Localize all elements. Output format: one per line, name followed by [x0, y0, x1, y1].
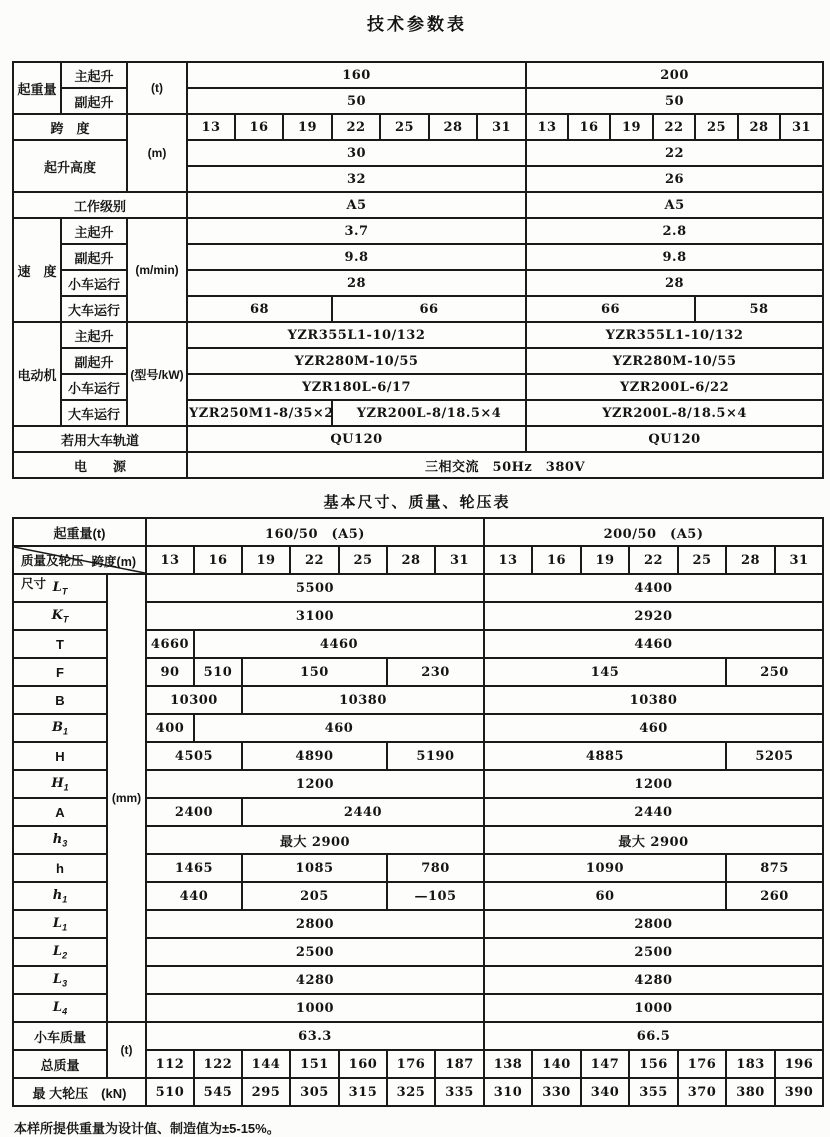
value-cell: 26	[526, 166, 823, 192]
value-cell: 4400	[484, 574, 823, 602]
unit-label: (t)	[127, 62, 187, 114]
value-cell: 5500	[146, 574, 484, 602]
value-cell: 315	[339, 1078, 387, 1106]
row-label: 主起升	[61, 322, 127, 348]
row-label: A	[13, 798, 107, 826]
value-cell: 4885	[484, 742, 726, 770]
value-cell: 1200	[146, 770, 484, 798]
value-cell: YZR355L1-10/132	[187, 322, 526, 348]
row-label: $H_1$	[13, 770, 107, 798]
value-cell: 28	[738, 114, 780, 140]
value-cell: 2800	[484, 910, 823, 938]
row-label: 大车运行	[61, 296, 127, 322]
row-label: $h_1$	[13, 882, 107, 910]
value-cell: 28	[187, 270, 526, 296]
value-cell: 144	[242, 1050, 290, 1078]
row-label: 小车运行	[61, 270, 127, 296]
table-row	[13, 426, 823, 452]
value-cell: 10300	[146, 686, 242, 714]
value-cell: 4660	[146, 630, 194, 658]
value-cell: 66	[526, 296, 695, 322]
row-label: 小车运行	[61, 374, 127, 400]
value-cell: 10380	[242, 686, 484, 714]
value-cell: A5	[526, 192, 823, 218]
value-cell: 22	[332, 114, 380, 140]
value-cell: 22	[629, 546, 678, 574]
unit-label: (型号/kW)	[127, 322, 187, 426]
row-label: T	[13, 630, 107, 658]
value-cell: YZR200L-8/18.5×4	[332, 400, 526, 426]
row-label: $B_1$	[13, 714, 107, 742]
value-cell: 13	[484, 546, 532, 574]
value-cell: 200	[526, 62, 823, 88]
value-cell: 9.8	[526, 244, 823, 270]
unit-label: (m)	[127, 114, 187, 192]
value-cell: YZR200L-8/18.5×4	[526, 400, 823, 426]
table-row	[13, 114, 823, 140]
dims-table-title: 基本尺寸、质量、轮压表	[323, 494, 511, 511]
value-cell: 5190	[387, 742, 484, 770]
value-cell: 31	[477, 114, 526, 140]
value-cell: 1465	[146, 854, 242, 882]
value-cell: 最大 2900	[484, 826, 823, 854]
value-cell: 66	[332, 296, 526, 322]
value-cell: 205	[242, 882, 387, 910]
row-label: 工作级别	[13, 192, 187, 218]
row-label: 跨 度	[13, 114, 127, 140]
value-cell: 19	[581, 546, 629, 574]
value-cell: 1085	[242, 854, 387, 882]
value-cell: 19	[283, 114, 332, 140]
row-label: $L_1$	[13, 910, 107, 938]
row-label: 副起升	[61, 88, 127, 114]
value-cell: 140	[532, 1050, 581, 1078]
value-cell: 16	[235, 114, 283, 140]
value-cell: 330	[532, 1078, 581, 1106]
dims-mass-wheelload-table	[12, 517, 824, 1107]
value-cell: 187	[435, 1050, 484, 1078]
row-label: 主起升	[61, 62, 127, 88]
row-label: 最 大轮压 (kN)	[13, 1078, 146, 1106]
value-cell: 176	[387, 1050, 435, 1078]
value-cell: 4505	[146, 742, 242, 770]
value-cell: 510	[146, 1078, 194, 1106]
table-row	[13, 1022, 823, 1050]
row-label: 起重量(t)	[13, 518, 146, 546]
value-cell: 19	[242, 546, 290, 574]
diag-label-mid: 尺寸	[21, 577, 47, 591]
value-cell: 2400	[146, 798, 242, 826]
value-cell: 25	[678, 546, 726, 574]
value-cell: YZR280M-10/55	[187, 348, 526, 374]
table-row	[13, 192, 823, 218]
table-row	[13, 322, 823, 348]
row-label: 副起升	[61, 348, 127, 374]
row-label: $L_3$	[13, 966, 107, 994]
value-cell: 460	[484, 714, 823, 742]
row-label: 大车运行	[61, 400, 127, 426]
value-cell: 145	[484, 658, 726, 686]
value-cell: 25	[339, 546, 387, 574]
value-cell: 66.5	[484, 1022, 823, 1050]
value-cell: 3.7	[187, 218, 526, 244]
value-cell: 31	[435, 546, 484, 574]
value-cell: 63.3	[146, 1022, 484, 1050]
value-cell: 1200	[484, 770, 823, 798]
value-cell: 160/50 (A5)	[146, 518, 484, 546]
value-cell: 112	[146, 1050, 194, 1078]
value-cell: 3100	[146, 602, 484, 630]
table-row	[13, 218, 823, 244]
row-label: 小车质量	[13, 1022, 107, 1050]
value-cell: 28	[387, 546, 435, 574]
row-label: 主起升	[61, 218, 127, 244]
tech-params-title: 技术参数表	[367, 15, 467, 34]
table-row	[13, 546, 823, 574]
value-cell: 最大 2900	[146, 826, 484, 854]
value-cell: 200/50 (A5)	[484, 518, 823, 546]
value-cell: 390	[775, 1078, 823, 1106]
value-cell: 160	[339, 1050, 387, 1078]
value-cell: 4890	[242, 742, 387, 770]
table-row	[13, 518, 823, 546]
value-cell: 305	[290, 1078, 339, 1106]
value-cell: 355	[629, 1078, 678, 1106]
value-cell: 440	[146, 882, 242, 910]
value-cell: 2.8	[526, 218, 823, 244]
value-cell: 295	[242, 1078, 290, 1106]
value-cell: 13	[146, 546, 194, 574]
value-cell: 1090	[484, 854, 726, 882]
value-cell: YZR355L1-10/132	[526, 322, 823, 348]
value-cell: 31	[780, 114, 823, 140]
table-row	[13, 574, 823, 602]
value-cell: 28	[429, 114, 477, 140]
value-cell: 1000	[146, 994, 484, 1022]
value-cell: 4460	[194, 630, 484, 658]
value-cell: 370	[678, 1078, 726, 1106]
tech-params-table	[12, 61, 824, 479]
value-cell: 22	[290, 546, 339, 574]
row-label: $K_T$	[13, 602, 107, 630]
value-cell: YZR250M1-8/35×2	[187, 400, 332, 426]
row-label: 电动机	[13, 322, 61, 426]
value-cell: 31	[775, 546, 823, 574]
value-cell: 68	[187, 296, 332, 322]
value-cell: 22	[526, 140, 823, 166]
value-cell: 22	[653, 114, 695, 140]
value-cell: 138	[484, 1050, 532, 1078]
value-cell: 25	[380, 114, 429, 140]
value-cell: 545	[194, 1078, 242, 1106]
unit-label: (mm)	[107, 574, 146, 1022]
value-cell: QU120	[187, 426, 526, 452]
value-cell: 三相交流 50Hz 380V	[187, 452, 823, 478]
row-label: h	[13, 854, 107, 882]
value-cell: 230	[387, 658, 484, 686]
value-cell: 510	[194, 658, 242, 686]
value-cell: 4280	[146, 966, 484, 994]
row-label: 副起升	[61, 244, 127, 270]
value-cell: 2500	[146, 938, 484, 966]
value-cell: 58	[695, 296, 823, 322]
value-cell: 340	[581, 1078, 629, 1106]
row-label: 起升高度	[13, 140, 127, 192]
diag-label-top: 跨度(m)	[91, 555, 136, 569]
unit-label: (t)	[107, 1022, 146, 1078]
value-cell: 2440	[484, 798, 823, 826]
value-cell: 4280	[484, 966, 823, 994]
table-row	[13, 452, 823, 478]
value-cell: 32	[187, 166, 526, 192]
value-cell: 28	[526, 270, 823, 296]
value-cell: 16	[194, 546, 242, 574]
value-cell: 310	[484, 1078, 532, 1106]
unit-label: (m/min)	[127, 218, 187, 322]
value-cell: 50	[187, 88, 526, 114]
row-label: $h_3$	[13, 826, 107, 854]
value-cell: 25	[695, 114, 738, 140]
value-cell: 260	[726, 882, 823, 910]
value-cell: 13	[187, 114, 235, 140]
value-cell: 19	[610, 114, 653, 140]
row-label: 若用大车轨道	[13, 426, 187, 452]
value-cell: 151	[290, 1050, 339, 1078]
value-cell: YZR200L-6/22	[526, 374, 823, 400]
value-cell: 460	[194, 714, 484, 742]
row-label: 电 源	[13, 452, 187, 478]
value-cell: 16	[532, 546, 581, 574]
value-cell: 2920	[484, 602, 823, 630]
value-cell: 147	[581, 1050, 629, 1078]
value-cell: —105	[387, 882, 484, 910]
value-cell: 1000	[484, 994, 823, 1022]
value-cell: 380	[726, 1078, 775, 1106]
table-row	[13, 62, 823, 88]
row-label: $L_T$	[13, 574, 107, 602]
value-cell: 250	[726, 658, 823, 686]
row-label: F	[13, 658, 107, 686]
value-cell: 156	[629, 1050, 678, 1078]
row-label: H	[13, 742, 107, 770]
value-cell: 150	[242, 658, 387, 686]
row-label: 总质量	[13, 1050, 107, 1078]
value-cell: 9.8	[187, 244, 526, 270]
footnote: 本样所提供重量为设计值、制造值为±5-15%。	[14, 1121, 280, 1136]
value-cell: 60	[484, 882, 726, 910]
row-label: B	[13, 686, 107, 714]
value-cell: 122	[194, 1050, 242, 1078]
value-cell: 13	[526, 114, 568, 140]
value-cell: 2440	[242, 798, 484, 826]
value-cell: 28	[726, 546, 775, 574]
value-cell: A5	[187, 192, 526, 218]
value-cell: 335	[435, 1078, 484, 1106]
value-cell: 196	[775, 1050, 823, 1078]
value-cell: 325	[387, 1078, 435, 1106]
table-row	[13, 1078, 823, 1106]
row-label: $L_2$	[13, 938, 107, 966]
value-cell: 10380	[484, 686, 823, 714]
row-label: 起重量	[13, 62, 61, 114]
value-cell: YZR280M-10/55	[526, 348, 823, 374]
value-cell: 875	[726, 854, 823, 882]
value-cell: 30	[187, 140, 526, 166]
row-label: 速 度	[13, 218, 61, 322]
diag-label-bottom: 质量及轮压	[21, 554, 84, 568]
value-cell: 780	[387, 854, 484, 882]
value-cell: 4460	[484, 630, 823, 658]
value-cell: 2800	[146, 910, 484, 938]
value-cell: YZR180L-6/17	[187, 374, 526, 400]
value-cell: 50	[526, 88, 823, 114]
value-cell: 400	[146, 714, 194, 742]
row-label: $L_4$	[13, 994, 107, 1022]
value-cell: 16	[568, 114, 610, 140]
value-cell: QU120	[526, 426, 823, 452]
value-cell: 2500	[484, 938, 823, 966]
value-cell: 5205	[726, 742, 823, 770]
value-cell: 176	[678, 1050, 726, 1078]
value-cell: 90	[146, 658, 194, 686]
value-cell: 183	[726, 1050, 775, 1078]
value-cell: 160	[187, 62, 526, 88]
